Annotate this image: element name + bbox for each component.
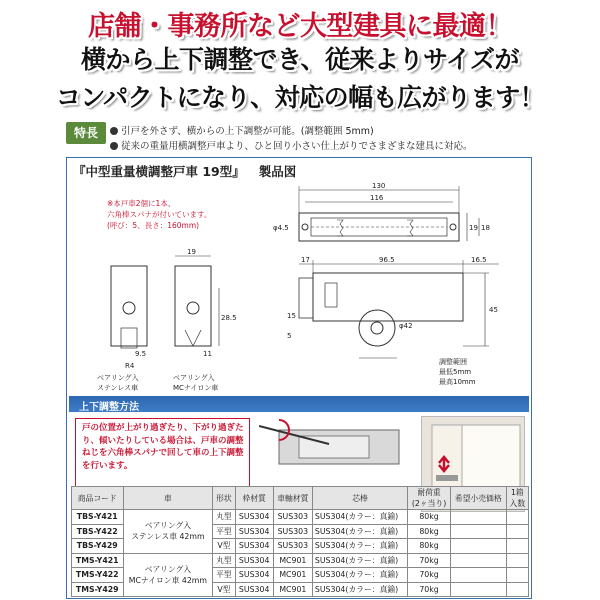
cell-code: TBS-Y429 — [72, 539, 124, 554]
dim-19-top: 19 — [469, 224, 478, 232]
wheel-b-line2: MCナイロン車 — [173, 384, 219, 392]
dim-16-5: 16.5 — [471, 256, 487, 264]
wheel-a-line1: ベアリング入 — [97, 374, 139, 382]
range-label: 調整範囲 — [439, 358, 467, 366]
cell-shape: V型 — [213, 582, 235, 597]
dim-28-5: 28.5 — [221, 314, 237, 322]
cell-qty — [506, 524, 528, 539]
cell-code: TMS-Y421 — [72, 553, 124, 568]
cell-qty — [506, 568, 528, 583]
cell-core: SUS304(カラー：真鍮) — [312, 568, 407, 583]
panel-subtitle: 製品図 — [258, 164, 297, 179]
cell-frame: SUS304 — [235, 524, 273, 539]
cell-core: SUS304(カラー：真鍮) — [312, 582, 407, 597]
dim-130: 130 — [372, 182, 386, 190]
cell-qty — [506, 582, 528, 597]
adjust-method-header — [69, 396, 529, 412]
side-view-drawing — [299, 260, 499, 358]
hero-banner — [0, 0, 600, 118]
cell-axle: SUS303 — [273, 539, 312, 554]
cell-load: 80kg — [408, 510, 451, 525]
cell-core: SUS304(カラー：真鍮) — [312, 524, 407, 539]
cell-shape: V型 — [213, 539, 235, 554]
cell-code: TBS-Y421 — [72, 510, 124, 525]
dim-phi45: φ4.5 — [273, 224, 289, 232]
header-qty: 1箱 入数 — [506, 487, 528, 510]
features-badge: 特長 — [66, 122, 106, 144]
cell-axle: MC901 — [273, 568, 312, 583]
dim-r4: R4 — [125, 362, 135, 370]
cell-core: SUS304(カラー：真鍮) — [312, 539, 407, 554]
feature-item — [110, 123, 374, 137]
cell-price — [450, 539, 506, 554]
cell-frame: SUS304 — [235, 510, 273, 525]
header-price: 希望小売価格 — [450, 487, 506, 510]
cell-load: 70kg — [408, 582, 451, 597]
cell-core: SUS304(カラー：真鍮) — [312, 553, 407, 568]
header-shape: 形状 — [213, 487, 235, 510]
cell-load: 70kg — [408, 568, 451, 583]
cell-load: 80kg — [408, 524, 451, 539]
cell-axle: MC901 — [273, 582, 312, 597]
cell-price — [450, 553, 506, 568]
end-view-drawing-b — [175, 256, 219, 346]
header-axle: 車軸材質 — [273, 487, 312, 510]
adjust-instruction-text: 戸の位置が上がり過ぎたり、下がり過ぎたり、傾いたりしている場合は、戸車の調整ねじを六角棒スパナで回して車の上下調整を行います。 — [82, 423, 244, 471]
dim-96-5: 96.5 — [379, 256, 395, 264]
cell-load: 80kg — [408, 539, 451, 554]
dim-11: 11 — [203, 350, 212, 358]
dim-18: 18 — [481, 224, 490, 232]
range-max: 最高10mm — [439, 378, 476, 386]
cell-price — [450, 568, 506, 583]
technical-drawing — [67, 158, 533, 398]
cell-axle: MC901 — [273, 553, 312, 568]
feature-text: 引戸を外さず、横からの上下調整が可能。(調整範囲 5mm) — [121, 126, 374, 137]
cell-qty — [506, 553, 528, 568]
spec-table — [71, 486, 529, 597]
header-core: 芯棒 — [312, 487, 407, 510]
hero-headline: 店舗・事務所など大型建具に最適！ — [88, 11, 512, 42]
cell-shape: 丸型 — [213, 510, 235, 525]
cell-price — [450, 524, 506, 539]
cell-price — [450, 510, 506, 525]
cell-frame: SUS304 — [235, 539, 273, 554]
product-drawing-panel — [66, 157, 532, 599]
dim-9-5: 9.5 — [135, 350, 147, 358]
adjust-illustration — [259, 416, 419, 476]
dim-5: 5 — [287, 332, 292, 340]
adjust-instruction-box — [75, 418, 250, 488]
cell-shape: 平型 — [213, 568, 235, 583]
cell-axle: SUS303 — [273, 510, 312, 525]
dim-45: 45 — [489, 306, 498, 314]
header-car: 車 — [123, 487, 213, 510]
adjust-method-title: 上下調整方法 — [79, 402, 139, 413]
bullet-icon — [110, 127, 118, 135]
table-row — [72, 553, 529, 568]
note-line: (呼び：5、長さ：160mm) — [107, 221, 200, 230]
cell-code: TMS-Y429 — [72, 582, 124, 597]
cell-frame: SUS304 — [235, 582, 273, 597]
hero-subline-2: コンパクトになり、対応の幅も広がります！ — [55, 83, 545, 112]
top-view-drawing — [299, 186, 479, 241]
dim-19-end: 19 — [187, 248, 196, 256]
feature-text: 従来の重量用横調整戸車より、ひと回り小さい仕上がりでさまざまな建具に対応。 — [121, 141, 473, 152]
note-line: 六角棒スパナが付いています。 — [107, 210, 212, 219]
cell-car: ベアリング入 ステンレス車 42mm — [123, 510, 213, 554]
hex-wrench-note — [107, 198, 211, 231]
cell-core: SUS304(カラー：真鍮) — [312, 510, 407, 525]
range-min: 最低5mm — [439, 368, 472, 376]
end-view-drawing-a — [111, 266, 147, 348]
cell-price — [450, 582, 506, 597]
cell-qty — [506, 539, 528, 554]
cell-frame: SUS304 — [235, 568, 273, 583]
wheel-b-line1: ベアリング入 — [173, 374, 215, 382]
cell-shape: 丸型 — [213, 553, 235, 568]
table-row — [72, 510, 529, 525]
spec-header-row — [72, 487, 529, 510]
bullet-icon — [110, 142, 118, 150]
cell-axle: SUS303 — [273, 524, 312, 539]
note-line: ※本戸車2個に1本、 — [107, 199, 176, 208]
wheel-a-line2: ステンレス車 — [97, 384, 139, 392]
cell-shape: 平型 — [213, 524, 235, 539]
dim-phi42: φ42 — [399, 322, 413, 330]
cell-load: 70kg — [408, 553, 451, 568]
header-frame: 枠材質 — [235, 487, 273, 510]
panel-title-text: 『中型重量横調整戸車 19型』 — [73, 164, 245, 179]
header-code: 商品コード — [72, 487, 124, 510]
cell-qty — [506, 510, 528, 525]
dim-116: 116 — [370, 194, 384, 202]
cell-code: TMS-Y422 — [72, 568, 124, 583]
cell-code: TBS-Y422 — [72, 524, 124, 539]
dim-17: 17 — [301, 256, 310, 264]
header-load: 耐荷重 (2ヶ当り) — [408, 487, 451, 510]
dim-15: 15 — [287, 312, 296, 320]
features-section — [66, 120, 596, 150]
cell-car: ベアリング入 MCナイロン車 42mm — [123, 553, 213, 597]
feature-item — [110, 138, 473, 152]
cell-frame: SUS304 — [235, 553, 273, 568]
hero-subline-1: 横から上下調整でき、従来よりサイズが — [80, 45, 519, 74]
